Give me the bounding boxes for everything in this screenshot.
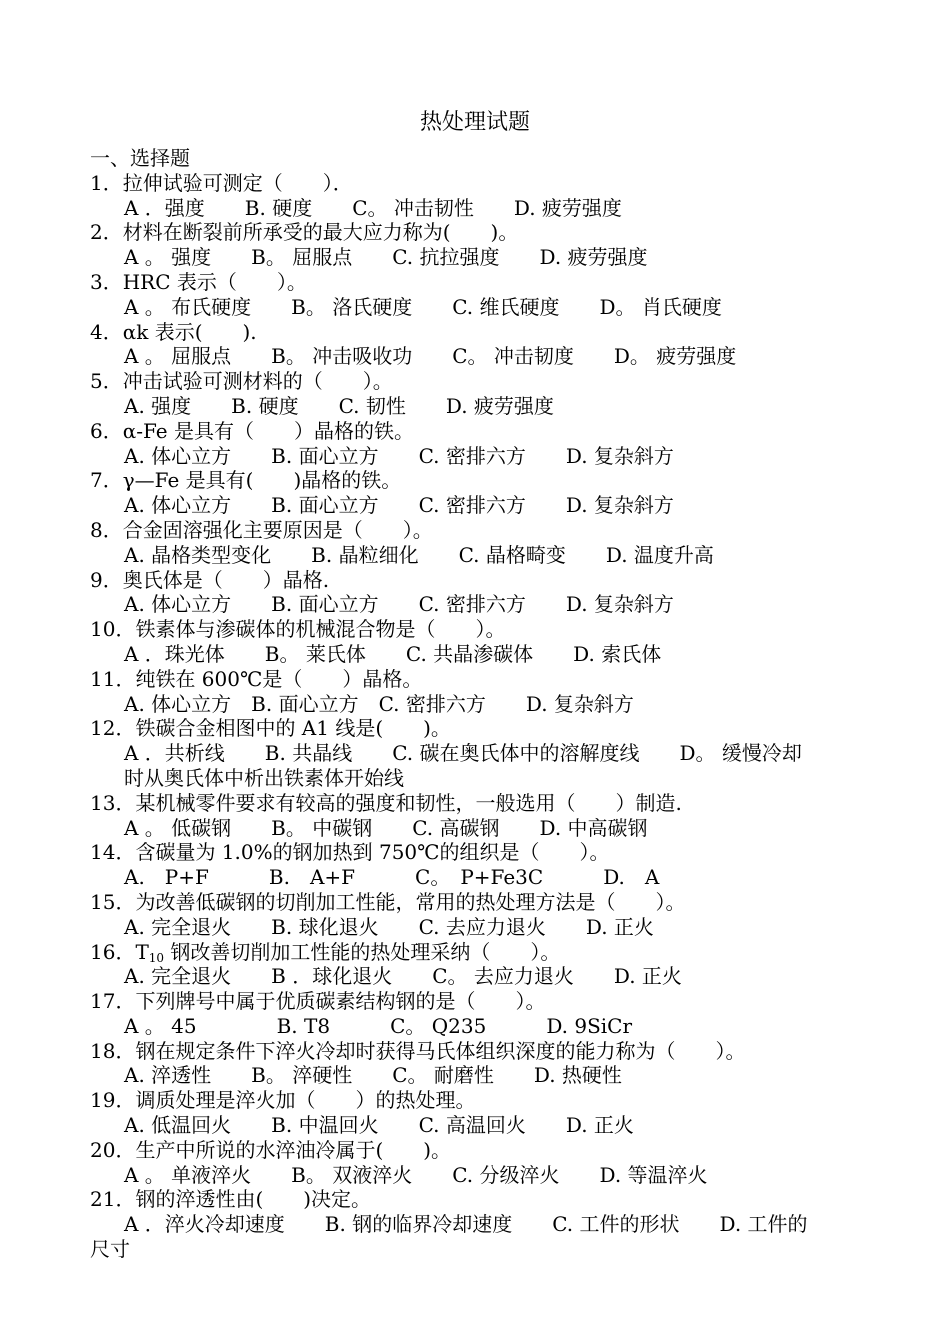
question-options: A. 完全退火 B. 球化退火 C. 去应力退火 D. 正火 bbox=[124, 914, 654, 939]
question-options: A. 体心立方 B. 面心立方 C. 密排六方 D. 复杂斜方 bbox=[124, 691, 634, 716]
question-text: 13．某机械零件要求有较高的强度和韧性，一般选用（ ）制造. bbox=[90, 790, 682, 815]
question-text: 7．γ—Fe 是具有( )晶格的铁。 bbox=[90, 468, 402, 493]
question-options: A 。 低碳钢 B。 中碳钢 C. 高碳钢 D. 中高碳钢 bbox=[124, 815, 648, 840]
question-text: 20．生产中所说的水淬油冷属于( )。 bbox=[90, 1137, 452, 1162]
question-options: A. 淬透性 B。 淬硬性 C。 耐磨性 D. 热硬性 bbox=[124, 1063, 622, 1088]
question-options: A ．珠光体 B。 莱氏体 C. 共晶渗碳体 D. 索氏体 bbox=[124, 641, 662, 666]
question-options: A. 强度 B. 硬度 C. 韧性 D. 疲劳强度 bbox=[124, 393, 554, 418]
question-text: 18．钢在规定条件下淬火冷却时获得马氏体组织深度的能力称为（ ）。 bbox=[90, 1038, 746, 1063]
question-options: A. 晶格类型变化 B. 晶粒细化 C. 晶格畸变 D. 温度升高 bbox=[124, 542, 714, 567]
question-text: 12．铁碳合金相图中的 A1 线是( )。 bbox=[90, 716, 451, 741]
question-text: 21．钢的淬透性由( )决定。 bbox=[90, 1187, 372, 1212]
question-options: A. 低温回火 B. 中温回火 C. 高温回火 D. 正火 bbox=[124, 1113, 634, 1138]
question-text: 2．材料在断裂前所承受的最大应力称为( )。 bbox=[90, 220, 519, 245]
question-options-continued: 时从奥氏体中析出铁素体开始线 bbox=[124, 765, 404, 790]
question-text: 14．含碳量为 1.0%的钢加热到 750℃的组织是（ ）。 bbox=[90, 840, 610, 865]
question-text-suffix: 钢改善切削加工性能的热处理采纳（ ）。 bbox=[164, 939, 561, 964]
question-text: 19．调质处理是淬火加（ ）的热处理。 bbox=[90, 1088, 476, 1113]
question-options: A 。 布氏硬度 B。 洛氏硬度 C. 维氏硬度 D。 肖氏硬度 bbox=[124, 294, 722, 319]
question-list bbox=[90, 146, 880, 1262]
question-options: A ．强度 B. 硬度 C。 冲击韧性 D. 疲劳强度 bbox=[124, 195, 622, 220]
question-options: A 。 45 B. T8 C。 Q235 D. 9SiCr bbox=[124, 1013, 633, 1038]
question-text-prefix: 16．T bbox=[90, 939, 149, 964]
subscript-number: 10 bbox=[148, 950, 165, 965]
question-options: A ．共析线 B. 共晶线 C. 碳在奥氏体中的溶解度线 D。 缓慢冷却 bbox=[124, 741, 802, 766]
question-options: A ．淬火冷却速度 B. 钢的临界冷却速度 C. 工件的形状 D. 工件的 bbox=[124, 1212, 808, 1237]
question-options: A 。 屈服点 B。 冲击吸收功 C。 冲击韧度 D。 疲劳强度 bbox=[124, 344, 737, 369]
question-text: 10．铁素体与渗碳体的机械混合物是（ ）。 bbox=[90, 617, 506, 642]
question-text: 8．合金固溶强化主要原因是（ ）。 bbox=[90, 517, 433, 542]
question-text: 9．奥氏体是（ ）晶格. bbox=[90, 567, 330, 592]
document-title: 热处理试题 bbox=[419, 110, 530, 135]
question-text bbox=[90, 940, 880, 965]
question-text: 11．纯铁在 600℃是（ ）晶格。 bbox=[90, 666, 423, 691]
question-options: A. P+F B. A+F C。 P+Fe3C D. A bbox=[124, 865, 660, 890]
question-text: 5．冲击试验可测材料的（ ）。 bbox=[90, 369, 393, 394]
question-text: 15．为改善低碳钢的切削加工性能，常用的热处理方法是（ ）。 bbox=[90, 889, 686, 914]
question-text: 4．αk 表示( ). bbox=[90, 319, 257, 344]
question-options: A. 完全退火 B ．球化退火 C。 去应力退火 D. 正火 bbox=[124, 964, 682, 989]
question-options: A 。 单液淬火 B。 双液淬火 C. 分级淬火 D. 等温淬火 bbox=[124, 1162, 708, 1187]
question-options: A 。 强度 B。 屈服点 C. 抗拉强度 D. 疲劳强度 bbox=[124, 245, 648, 270]
question-options: A. 体心立方 B. 面心立方 C. 密排六方 D. 复杂斜方 bbox=[124, 493, 674, 518]
question-text: 6．α-Fe 是具有（ ）晶格的铁。 bbox=[90, 418, 414, 443]
question-text: 17．下列牌号中属于优质碳素结构钢的是（ ）。 bbox=[90, 989, 546, 1014]
question-options-continued: 尺寸 bbox=[90, 1237, 130, 1262]
question-options: A. 体心立方 B. 面心立方 C. 密排六方 D. 复杂斜方 bbox=[124, 592, 674, 617]
question-text: 3．HRC 表示（ ）。 bbox=[90, 269, 307, 294]
question-text: 1．拉伸试验可测定（ ）． bbox=[90, 170, 353, 195]
section-heading: 一、选择题 bbox=[90, 146, 190, 170]
question-options: A. 体心立方 B. 面心立方 C. 密排六方 D. 复杂斜方 bbox=[124, 443, 674, 468]
